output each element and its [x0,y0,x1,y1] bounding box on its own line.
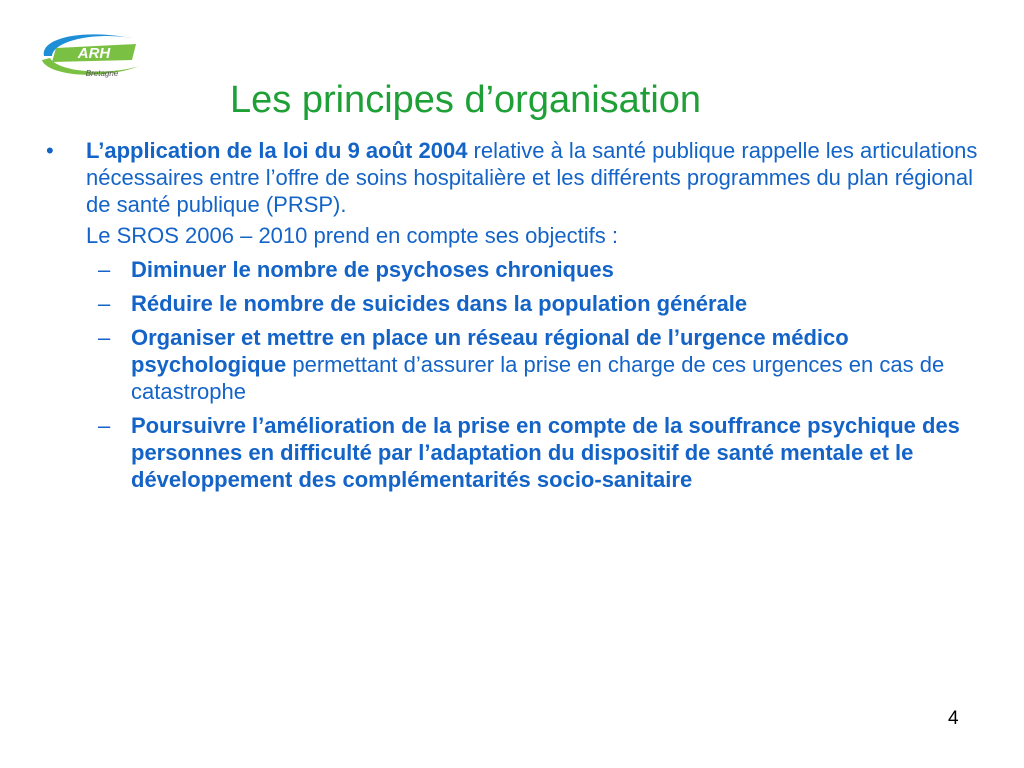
sub-item-bold: Réduire le nombre de suicides dans la population générale [131,291,748,316]
arh-bretagne-logo [36,26,146,82]
logo-subtext: Bretagne [85,69,119,78]
bullet-text: relative à la santé publique rappelle les articulations nécessaires entre l’offre de soins hospitalière et les différents programmes du plan régional de santé publique (PRSP). [86,138,978,217]
sub-item-text: permettant d’assurer la prise en charge de ces urgences en cas de catastrophe [131,352,945,404]
bullet-bold-lead: L’application de la loi du 9 août 2004 [86,138,468,163]
dash-mark: – [98,257,111,282]
sub-item-bold: Organiser et mettre en place un réseau régional de l’urgence médico psychologique [131,325,849,377]
dash-mark: – [98,413,111,438]
dash-mark: – [98,291,111,316]
dash-mark: – [98,325,111,350]
slide-title: Les principes d’organisation [230,79,702,121]
sub-item [44,324,984,405]
bullet-mark: • [46,138,54,163]
sub-item [44,412,984,493]
bullet-paragraph-2: Le SROS 2006 – 2010 prend en compte ses objectifs : [86,223,618,248]
sub-item [44,256,984,283]
main-bullet [44,137,984,249]
sub-item [44,290,984,317]
slide-content [44,137,984,493]
logo-text: ARH [77,45,111,62]
sub-item-bold: Poursuivre l’amélioration de la prise en compte de la souffrance psychique des personnes en difficulté par l’adaptation du dispositif de santé mentale et le développement des complémentarités socio-sanitaire [131,413,960,492]
sub-item-bold: Diminuer le nombre de psychoses chroniques [131,257,614,282]
page-number: 4 [948,708,959,729]
